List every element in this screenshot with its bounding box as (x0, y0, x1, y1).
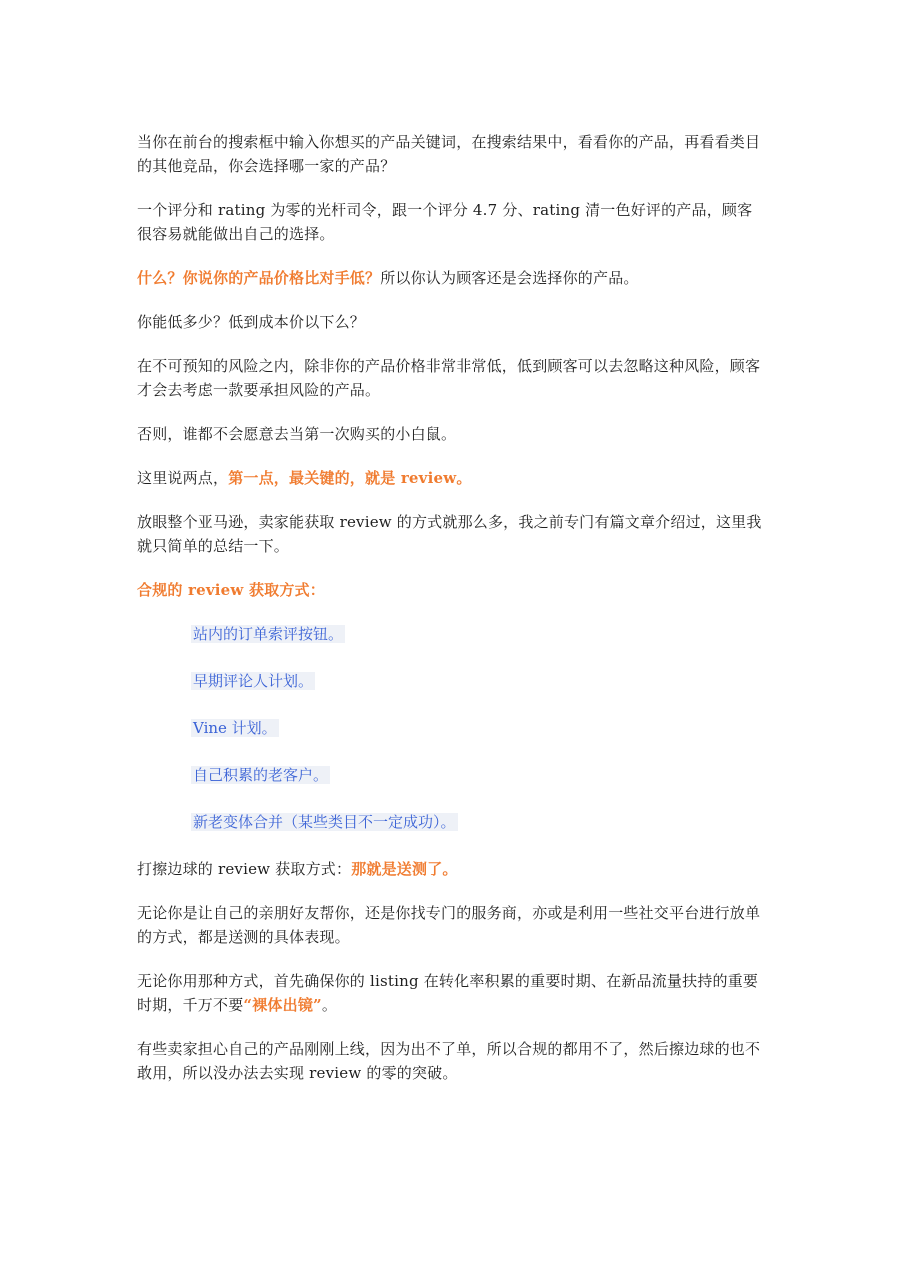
compliant-methods-list (137, 622, 767, 834)
list-item: Vine 计划。 (193, 719, 277, 737)
paragraph-gray-area (137, 857, 767, 881)
article-body (137, 130, 767, 1105)
paragraph-test-order-forms: 无论你是让自己的亲朋好友帮你，还是你找专门的服务商，亦或是利用一些社交平台进行放单的方式，都是送测的具体表现。 (137, 904, 761, 946)
paragraph-search-scenario: 当你在前台的搜索框中输入你想买的产品关键词，在搜索结果中，看看你的产品，再看看类目的其他竞品，你会选择哪一家的产品？ (137, 133, 761, 175)
list-item: 站内的订单索评按钮。 (193, 625, 344, 643)
list-item: 早期评论人计划。 (193, 672, 314, 690)
paragraph-seller-concern: 有些卖家担心自己的产品刚刚上线，因为出不了单，所以合规的都用不了，然后擦边球的也不敢用，所以没办法去实现 review 的零的突破。 (137, 1040, 761, 1082)
list-item: 新老变体合并（某些类目不一定成功）。 (193, 813, 456, 831)
paragraph-price-question (137, 266, 767, 290)
paragraph-risk: 在不可预知的风险之内，除非你的产品价格非常非常低，低到顾客可以去忽略这种风险，顾客才会去考虑一款要承担风险的产品。 (137, 357, 761, 399)
section-heading-compliant: 合规的 review 获取方式： (137, 581, 325, 599)
paragraph-text: 打擦边球的 review 获取方式： (137, 860, 352, 878)
paragraph-text: 所以你认为顾客还是会选择你的产品。 (380, 269, 639, 287)
paragraph-listing-warning (137, 969, 767, 1017)
paragraph-rating-comparison: 一个评分和 rating 为零的光杆司令，跟一个评分 4.7 分、rating 清一色好评的产品，顾客很容易就能做出自己的选择。 (137, 201, 753, 243)
list-item: 自己积累的老客户。 (193, 766, 329, 784)
highlight-test-orders: 那就是送测了。 (351, 860, 458, 878)
paragraph-text: 。 (321, 996, 338, 1014)
paragraph-text: 这里说两点， (137, 469, 229, 487)
paragraph-guinea-pig: 否则，谁都不会愿意去当第一次购买的小白鼠。 (137, 425, 457, 443)
paragraph-how-low: 你能低多少？低到成本价以下么？ (137, 313, 366, 331)
paragraph-amazon-overview: 放眼整个亚马逊，卖家能获取 review 的方式就那么多，我之前专门有篇文章介绍过，这里我就只简单的总结一下。 (137, 513, 762, 555)
highlight-naked-listing: “裸体出镜” (243, 996, 322, 1014)
highlight-price-question: 什么？你说你的产品价格比对手低？ (137, 269, 381, 287)
highlight-first-point: 第一点，最关键的，就是 review。 (228, 469, 472, 487)
paragraph-text: 无论你用那种方式，首先确保你的 listing 在转化率积累的重要时期、在新品流量扶持的重要时期，千万不要 (137, 972, 759, 1014)
paragraph-two-points (137, 466, 767, 490)
